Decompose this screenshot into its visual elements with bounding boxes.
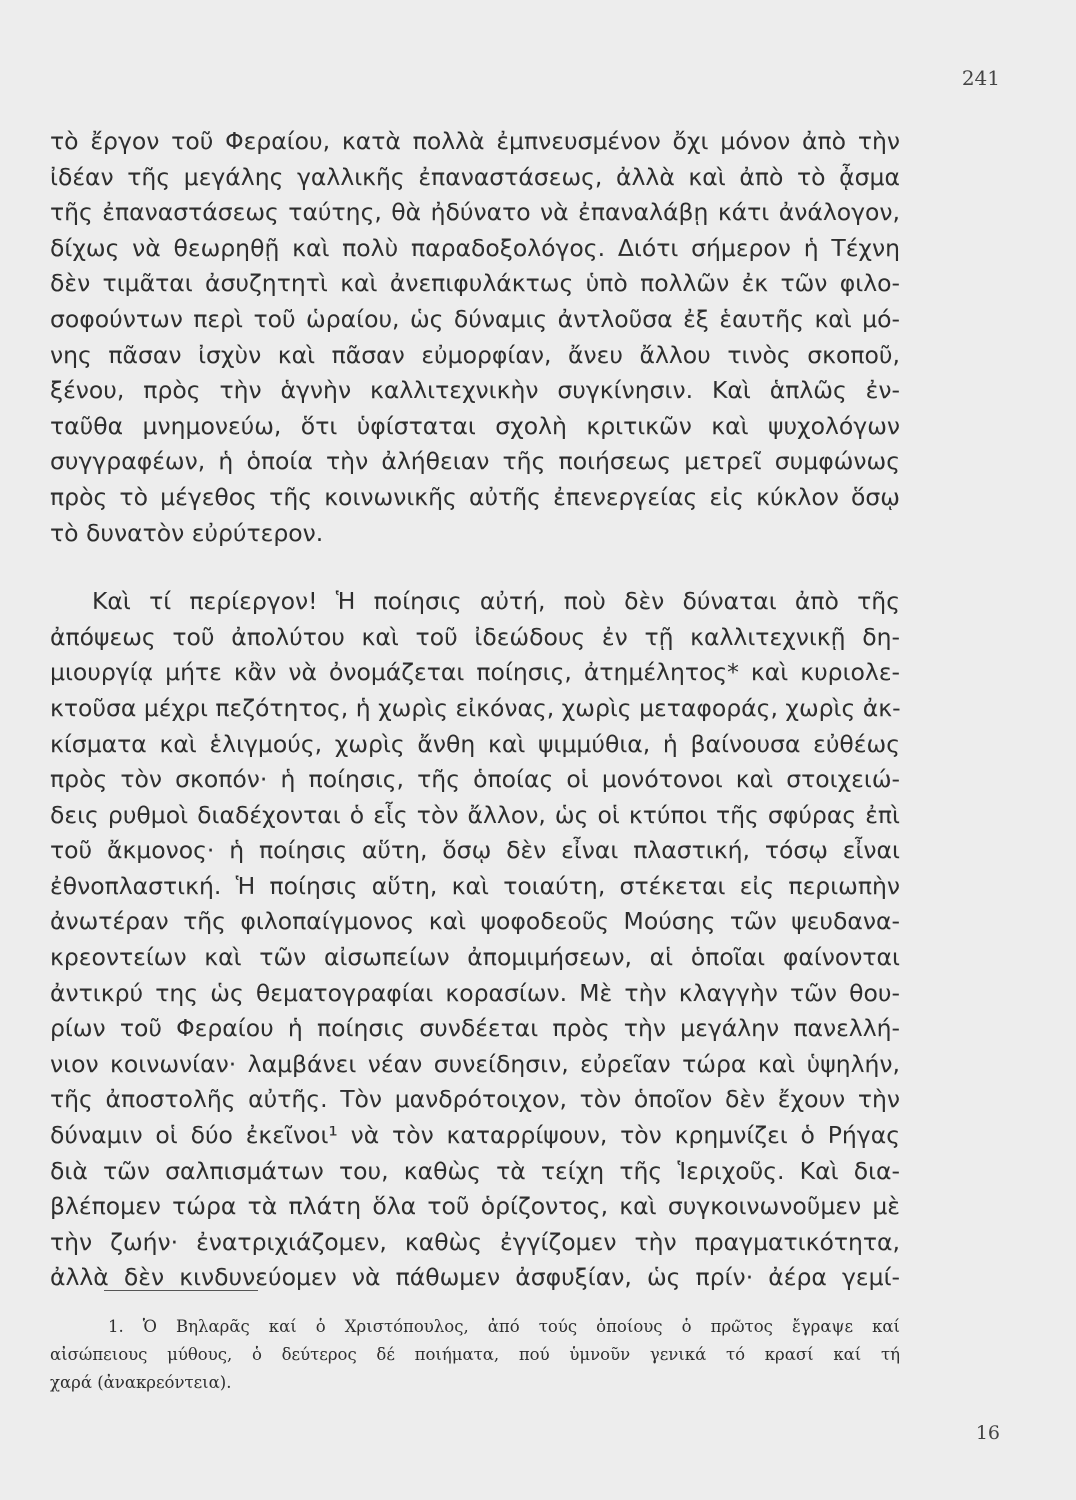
text-line: δεις ρυθμοὶ διαδέχονται ὁ εἷς τὸν ἄλλον, ὡς οἱ κτύποι τῆς σφύρας ἐπὶ [50, 800, 900, 829]
text-line: μιουργίᾳ μήτε κἂν νὰ ὀνομάζεται ποίησις, ἀτημέλητος* καὶ κυριολε- [50, 658, 900, 687]
text-line: νιον κοινωνίαν· λαμβάνει νέαν συνείδησιν, εὐρεῖαν τώρα καὶ ὑψηλήν, [50, 1049, 900, 1078]
text-line: διὰ τῶν σαλπισμάτων του, καθὼς τὰ τείχη τῆς Ἱεριχοῦς. Καὶ δια- [50, 1156, 900, 1185]
footnote-line: αἰσώπειους μύθους, ὁ δεύτερος δέ ποιήματα, πού ὑμνοῦν γενικά τό κρασί καί τή [50, 1345, 900, 1364]
footnote-rule [104, 1290, 258, 1291]
text-line: συγγραφέων, ἡ ὁποία τὴν ἀλήθειαν τῆς ποιήσεως μετρεῖ συμφώνως [50, 447, 900, 476]
text-line: τὴν ζωήν· ἐνατριχιάζομεν, καθὼς ἐγγίζομεν τὴν πραγματικότητα, [50, 1227, 900, 1256]
text-line: τῆς ἐπαναστάσεως ταύτης, θὰ ἠδύνατο νὰ ἐπαναλάβῃ κάτι ἀνάλογον, [50, 198, 900, 227]
body-text [50, 124, 900, 1296]
text-line: τὸ δυνατὸν εὐρύτερον. [50, 518, 324, 547]
text-line: ἰδέαν τῆς μεγάλης γαλλικῆς ἐπαναστάσεως, ἀλλὰ καὶ ἀπὸ τὸ ᾆσμα [50, 162, 900, 191]
text-line: ξένου, πρὸς τὴν ἁγνὴν καλλιτεχνικὴν συγκίνησιν. Καὶ ἁπλῶς ἐν- [50, 376, 900, 405]
paragraph-1 [50, 124, 900, 551]
paragraph-2 [50, 584, 900, 1296]
text-line: πρὸς τὸν σκοπόν· ἡ ποίησις, τῆς ὁποίας οἱ μονότονοι καὶ στοιχειώ- [50, 765, 900, 794]
signature-mark: 16 [975, 1422, 1000, 1444]
text-line: ρίων τοῦ Φεραίου ἡ ποίησις συνδέεται πρὸς τὴν μεγάλην πανελλή- [50, 1014, 900, 1043]
text-line: ἀντικρύ της ὡς θεματογραφίαι κορασίων. Μὲ τὴν κλαγγὴν τῶν θου- [50, 978, 900, 1007]
text-line: τὸ ἔργον τοῦ Φεραίου, κατὰ πολλὰ ἐμπνευσμένον ὄχι μόνον ἀπὸ τὴν [50, 127, 900, 155]
text-line: νης πᾶσαν ἰσχὺν καὶ πᾶσαν εὐμορφίαν, ἄνευ ἄλλου τινὸς σκοποῦ, [50, 340, 900, 369]
footnote-line: χαρά (ἀνακρεόντεια). [50, 1373, 232, 1392]
text-line: δύναμιν οἱ δύο ἐκεῖνοι¹ νὰ τὸν καταρρίψουν, τὸν κρημνίζει ὁ Ρήγας [50, 1121, 900, 1150]
text-line: πρὸς τὸ μέγεθος τῆς κοινωνικῆς αὐτῆς ἐπενεργείας εἰς κύκλον ὅσῳ [50, 482, 900, 511]
footnote-line: 1. Ὁ Βηλαρᾶς καί ὁ Χριστόπουλος, ἀπό τούς ὁποίους ὁ πρῶτος ἔγραψε καί [108, 1317, 900, 1336]
text-line: ταῦθα μνημονεύω, ὅτι ὑφίσταται σχολὴ κριτικῶν καὶ ψυχολόγων [50, 411, 900, 440]
text-line: τοῦ ἄκμονος· ἡ ποίησις αὕτη, ὅσῳ δὲν εἶναι πλαστική, τόσῳ εἶναι [50, 836, 900, 865]
text-line: δίχως νὰ θεωρηθῇ καὶ πολὺ παραδοξολόγος. Διότι σήμερον ἡ Τέχνη [50, 233, 900, 262]
text-line: κίσματα καὶ ἑλιγμούς, χωρὶς ἄνθη καὶ ψιμμύθια, ἡ βαίνουσα εὐθέως [50, 729, 900, 758]
paragraph-gap [50, 551, 900, 584]
text-line: Καὶ τί περίεργον! Ἡ ποίησις αὐτή, ποὺ δὲν δύναται ἀπὸ τῆς [92, 587, 900, 616]
page-number: 241 [961, 66, 1000, 90]
text-line: ἀπόψεως τοῦ ἀπολύτου καὶ τοῦ ἰδεώδους ἐν τῇ καλλιτεχνικῇ δη- [50, 622, 900, 651]
text-line: κτοῦσα μέχρι πεζότητος, ἡ χωρὶς εἰκόνας, χωρὶς μεταφοράς, χωρὶς ἀκ- [50, 693, 901, 722]
text-line: βλέπομεν τώρα τὰ πλάτη ὅλα τοῦ ὁρίζοντος, καὶ συγκοινωνοῦμεν μὲ [50, 1192, 900, 1221]
text-line: δὲν τιμᾶται ἀσυζητητὶ καὶ ἀνεπιφυλάκτως ὑπὸ πολλῶν ἐκ τῶν φιλο- [50, 269, 900, 298]
text-line: τῆς ἀποστολῆς αὐτῆς. Τὸν μανδρότοιχον, τὸν ὁποῖον δὲν ἔχουν τὴν [50, 1085, 900, 1114]
text-line: ἀλλὰ δὲν κινδυνεύομεν νὰ πάθωμεν ἀσφυξίαν, ὡς πρίν· ἀέρα γεμί- [50, 1263, 900, 1292]
text-line: κρεοντείων καὶ τῶν αἰσωπείων ἀπομιμήσεων, αἱ ὁποῖαι φαίνονται [50, 943, 900, 972]
footnote [50, 1313, 900, 1397]
text-line: ἀνωτέραν τῆς φιλοπαίγμονος καὶ ψοφοδεοῦς Μούσης τῶν ψευδανα- [50, 907, 900, 936]
text-line: ἐθνοπλαστική. Ἡ ποίησις αὕτη, καὶ τοιαύτη, στέκεται εἰς περιωπὴν [50, 871, 900, 900]
text-line: σοφούντων περὶ τοῦ ὡραίου, ὡς δύναμις ἀντλοῦσα ἐξ ἑαυτῆς καὶ μό- [50, 304, 900, 333]
